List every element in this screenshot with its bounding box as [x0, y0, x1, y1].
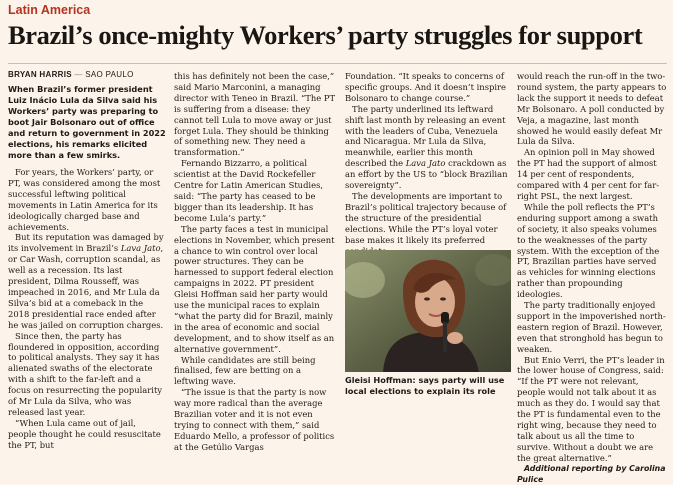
paragraph: While candidates are still being finalised, few are betting on a leftwing wave. [174, 354, 316, 387]
paragraph: Since then, the party has floundered in opposition, according to political analysts. They say it has alienated swaths of the electorate with a shift to the far-left and a focus on resurrecting the popularity of Mr Lula da Silva, who was released last year. [8, 330, 163, 417]
header-rule [8, 63, 667, 64]
paragraph: The developments are important to Brazil’s political trajectory because of the structure of the presidential elections. While the PT’s loyal voter base makes it likely its preferred [345, 190, 507, 245]
article-column-4 [517, 71, 667, 485]
byline-location: SAO PAULO [85, 70, 134, 79]
italic-term: Lava Jato [405, 158, 446, 169]
paragraph: Foundation. “It speaks to concerns of specific groups. And it doesn’t inspire Bolsonaro to change course.” [345, 71, 506, 103]
italic-term: Lava Jato [120, 243, 161, 254]
paragraph: The party traditionally enjoyed support in the impoverished north-eastern region of Brazil. However, even that stronghold has begun to weaken. [517, 300, 666, 354]
paragraph: An opinion poll in May showed the PT had the support of almost 14 per cent of respondents, compared with 4 per cent for far-right PSL, the next largest. [517, 147, 660, 201]
paragraph [345, 104, 511, 191]
photo-caption: Gleisi Hoffman: says party will use local elections to explain its role [345, 375, 505, 396]
article-lead: When Brazil’s former president Luiz Inácio Lula da Silva said his Workers’ party was preparing to boot Jair Bolsonaro out of office and return to government in 2022 elections, his remarks elicited more than a few smirks. [8, 84, 166, 160]
section-label: Latin America [8, 3, 91, 17]
text-span: The party underlined its leftward shift last month by releasing an event with the leaders of Cuba, Venezuela and Nicaragua. Mr Lula da Silva, meanwhile, earlier this month described the [345, 103, 506, 169]
text-span: But its reputation was damaged by its involvement in Brazil’s [8, 232, 164, 254]
headline: Brazil’s once-mighty Workers’ party struggles for support [8, 20, 643, 50]
article-photo [345, 250, 511, 372]
paragraph: For years, the Workers’ party, or PT, was considered among the most successful leftwing political movements in Latin America for its ideologically charged base and achievements. [8, 167, 161, 232]
paragraph: The party faces a test in municipal elections in November, which present a chance to win control over local power structures. They can be harnessed to support federal election campaigns in 2022. PT president Gleisi Hoffman said her party would use the municipal races to explain “what the party did for Brazil, mainly in the area of economic and social development, and to show itself as an alternative government”. [174, 223, 335, 354]
paragraph: But Enio Verri, the PT’s leader in the lower house of Congress, said: “If the PT were not relevant, people would not talk about it as much as they do. I would say that the PT is fundamental even to the right wing, because they need to talk about us all the time to survive. Without a doubt we are the great alternative.” [517, 354, 665, 463]
article-column-2 [174, 71, 336, 453]
byline-separator: — [71, 70, 86, 79]
byline [8, 70, 134, 79]
paragraph: “When Lula came out of jail, people thought he could resuscitate the PT, but [8, 417, 161, 450]
paragraph [8, 232, 166, 330]
text-span: , or Car Wash, corruption scandal, as well as a recession. Its last president, Dilma Rousseff, was impeached in 2016, and Mr Lula da Silva’s bid at a comeback in the 2018 presidential race ended after he was jailed on corruption charges. [8, 243, 164, 330]
article-column-3 [345, 71, 511, 256]
text-span: crackdown as an effort by the US to “block Brazilian sovereignty”. [345, 158, 508, 191]
paragraph: While the poll reflects the PT’s enduring support among a swath of society, it also speaks volumes to the weaknesses of the party system. With the exception of the PT, Brazilian parties have served as vehicles for winning elections rather than propounding ideologies. [517, 201, 660, 300]
byline-author: BRYAN HARRIS [8, 70, 72, 79]
paragraph: this has definitely not been the case,” said Mario Marconini, a managing director with Teneo in Brazil. “The PT is suffering from a disease: they cannot tell Lula to move away or just forget Lula. They should be thinking of something new. They need a transformation.” [174, 71, 336, 158]
paragraph: “The issue is that the party is now way more radical than the average Brazilian voter and it is not even trying to connect with them,” said Eduardo Mello, a professor of politics at the Getúlio Vargas [174, 387, 335, 452]
article-column-1 [8, 84, 166, 451]
paragraph: would reach the run-off in the two-round system, the party appears to lack the support it needs to defeat Mr Bolsonaro. A poll conducted by Veja, a magazine, last month showed he would easily defeat Mr Lula da Silva. [517, 71, 667, 147]
photo-illustration [345, 250, 511, 372]
paragraph: Fernando Bizzarro, a political scientist at the David Rockefeller Centre for Latin American Studies, said: “The party has ceased to be bigger than its leadership. It has become Lula’s party.” [174, 158, 324, 223]
reporting-credit: Additional reporting by Carolina Pulice [517, 463, 666, 484]
